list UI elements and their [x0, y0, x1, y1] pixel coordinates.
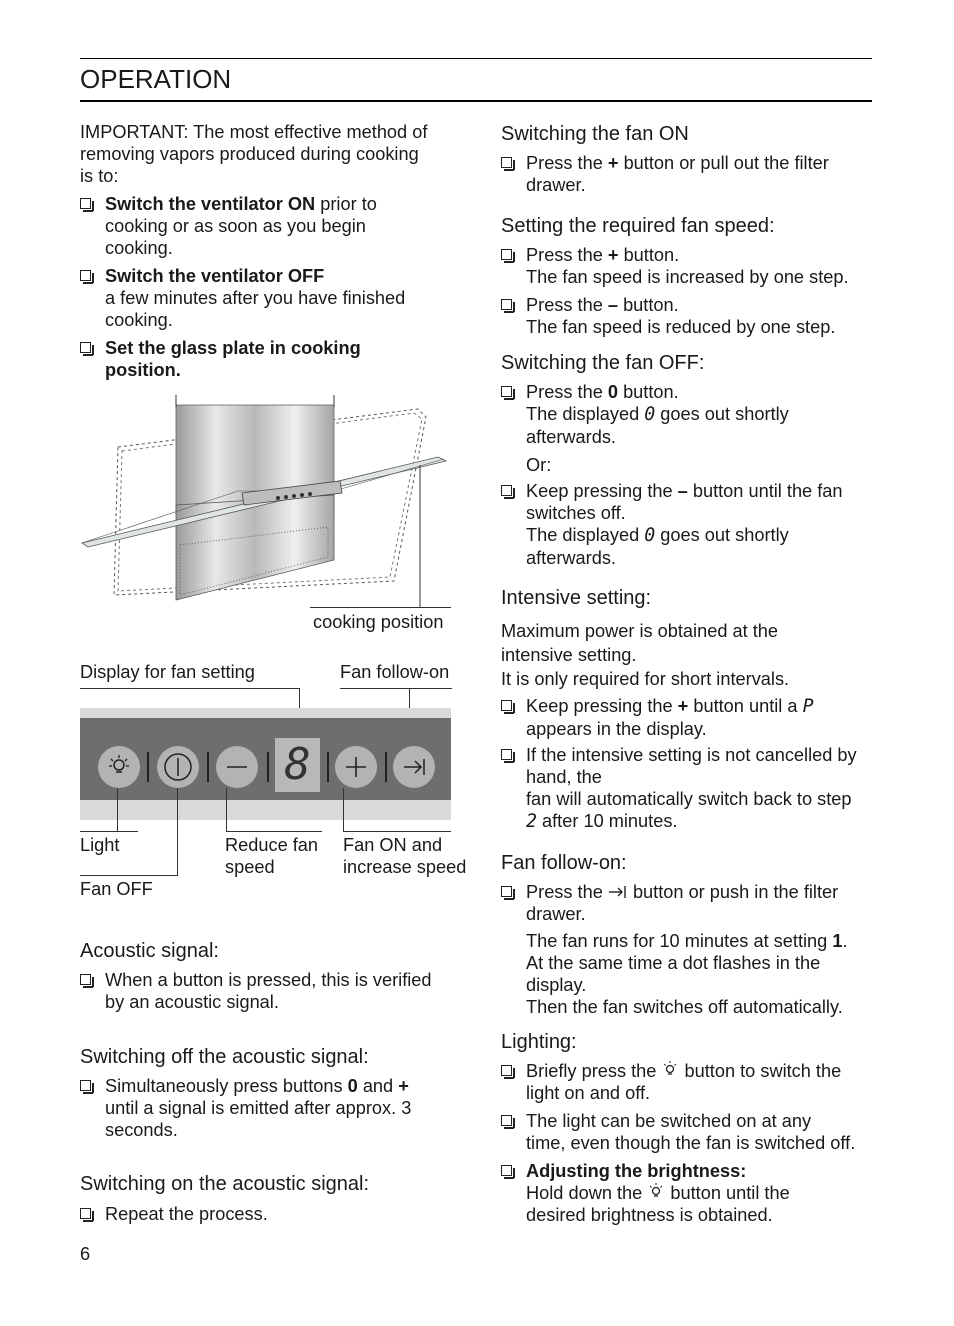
heading-acoustic-on: Switching on the acoustic signal: [80, 1173, 370, 1195]
bulb-icon [661, 1060, 679, 1078]
title-rule [80, 100, 872, 102]
list-item: Press the + button. The fan speed is increased by one step. [501, 244, 906, 288]
divider [147, 752, 149, 782]
list-item: Press the – button. The fan speed is reduced by one step. [501, 294, 906, 338]
display-digit: 8 [284, 739, 311, 790]
light-leader [117, 788, 118, 831]
follow-on-text: The fan runs for 10 minutes at setting 1. At the same time a dot flashes in the display. Then the fan switches off automatically. [526, 931, 848, 1017]
checkbox-icon [80, 974, 91, 985]
plus-icon [335, 746, 377, 788]
fan-display [275, 738, 320, 792]
figure-caption: cooking position [313, 612, 444, 632]
light-rule [80, 831, 138, 832]
label-follow-on: Fan follow-on [340, 662, 450, 682]
checkbox-icon [80, 270, 91, 281]
list-item: If the intensive setting is not cancelled by hand, the fan will automatically switch back to step 2 after 10 minutes. [501, 744, 906, 833]
heading-speed: Setting the required fan speed: [501, 215, 775, 237]
intensive-text: Maximum power is obtained at the intensive setting. It is only required for short intervals. [501, 621, 790, 689]
list-item: Press the 0 button. The displayed 0 goes out shortly afterwards. Or: [501, 381, 906, 476]
heading-fan-off: Switching the fan OFF: [501, 352, 705, 374]
increase-leader [343, 788, 344, 831]
page-number: 6 [80, 1244, 91, 1264]
checkbox-icon [80, 342, 91, 353]
list-item: Simultaneously press buttons 0 and + until a signal is emitted after approx. 3 seconds. [80, 1075, 485, 1141]
bulb-icon [647, 1182, 665, 1200]
reduce-rule [226, 831, 322, 832]
checkbox-icon [501, 1065, 512, 1076]
checkbox-icon [501, 485, 512, 496]
heading-acoustic-off: Switching off the acoustic signal: [80, 1046, 369, 1068]
hood-illustration [78, 395, 458, 610]
list-item: Set the glass plate in cooking position. [80, 337, 485, 381]
divider [327, 752, 329, 782]
list-item: Adjusting the brightness: Hold down the button until the desired brightness is obtained. [501, 1160, 906, 1226]
page-title: OPERATION [80, 64, 232, 94]
list-item: Switch the ventilator OFF a few minutes after you have finished cooking. [80, 265, 485, 331]
arrow-to-bar-icon [608, 885, 628, 899]
checkbox-icon [501, 1115, 512, 1126]
label-light: Light [80, 835, 120, 855]
heading-fan-on: Switching the fan ON [501, 123, 689, 145]
list-item: Press the + button or pull out the filter drawer. [501, 152, 906, 196]
checkbox-icon [501, 1165, 512, 1176]
checkbox-icon [501, 157, 512, 168]
minus-icon [216, 746, 258, 788]
checkbox-icon [501, 249, 512, 260]
list-item: Press the button or push in the filter drawer. [501, 881, 906, 925]
checkbox-icon [501, 749, 512, 760]
divider [385, 752, 387, 782]
fan-off-button[interactable] [157, 746, 199, 788]
top-rule [80, 58, 872, 59]
arrow-to-bar-icon [393, 746, 435, 788]
heading-intensive: Intensive setting: [501, 587, 652, 609]
checkbox-icon [80, 198, 91, 209]
list-item: The light can be switched on at any time, even though the fan is switched off. [501, 1110, 906, 1154]
plus-button[interactable] [335, 746, 377, 788]
light-button[interactable] [98, 746, 140, 788]
label-increase: Fan ON and increase speed [343, 835, 467, 877]
heading-acoustic: Acoustic signal: [80, 940, 219, 962]
list-item: Keep pressing the + button until a P appears in the display. [501, 695, 906, 740]
list-item: When a button is pressed, this is verified by an acoustic signal. [80, 969, 485, 1013]
checkbox-icon [501, 299, 512, 310]
heading-follow-on: Fan follow-on: [501, 852, 627, 874]
list-item: Briefly press the button to switch the light on and off. [501, 1060, 906, 1104]
caption-rule [310, 607, 451, 608]
checkbox-icon [80, 1208, 91, 1219]
follow-on-button[interactable] [393, 746, 435, 788]
list-item: Repeat the process. [80, 1203, 485, 1225]
checkbox-icon [80, 1080, 91, 1091]
checkbox-icon [501, 700, 512, 711]
divider [267, 752, 269, 782]
display-rule [80, 688, 300, 689]
divider [207, 752, 209, 782]
fan-off-leader [177, 788, 178, 876]
list-item: Keep pressing the – button until the fan switches off. The displayed 0 goes out shortly afterwards. [501, 480, 906, 569]
label-fan-off: Fan OFF [80, 879, 153, 899]
intro-text: IMPORTANT: The most effective method of removing vapors produced during cooking is to: [80, 122, 428, 186]
minus-button[interactable] [216, 746, 258, 788]
increase-rule [343, 831, 451, 832]
heading-lighting: Lighting: [501, 1031, 577, 1053]
reduce-leader [226, 788, 227, 831]
bulb-icon [98, 746, 140, 788]
power-icon [157, 746, 199, 788]
fan-off-rule [80, 875, 178, 876]
follow-rule [340, 688, 452, 689]
list-item: Switch the ventilator ON prior to cooking or as soon as you begin cooking. [80, 193, 485, 259]
checkbox-icon [501, 386, 512, 397]
checkbox-icon [501, 886, 512, 897]
label-reduce: Reduce fan speed [225, 835, 319, 877]
label-display: Display for fan setting [80, 662, 255, 682]
